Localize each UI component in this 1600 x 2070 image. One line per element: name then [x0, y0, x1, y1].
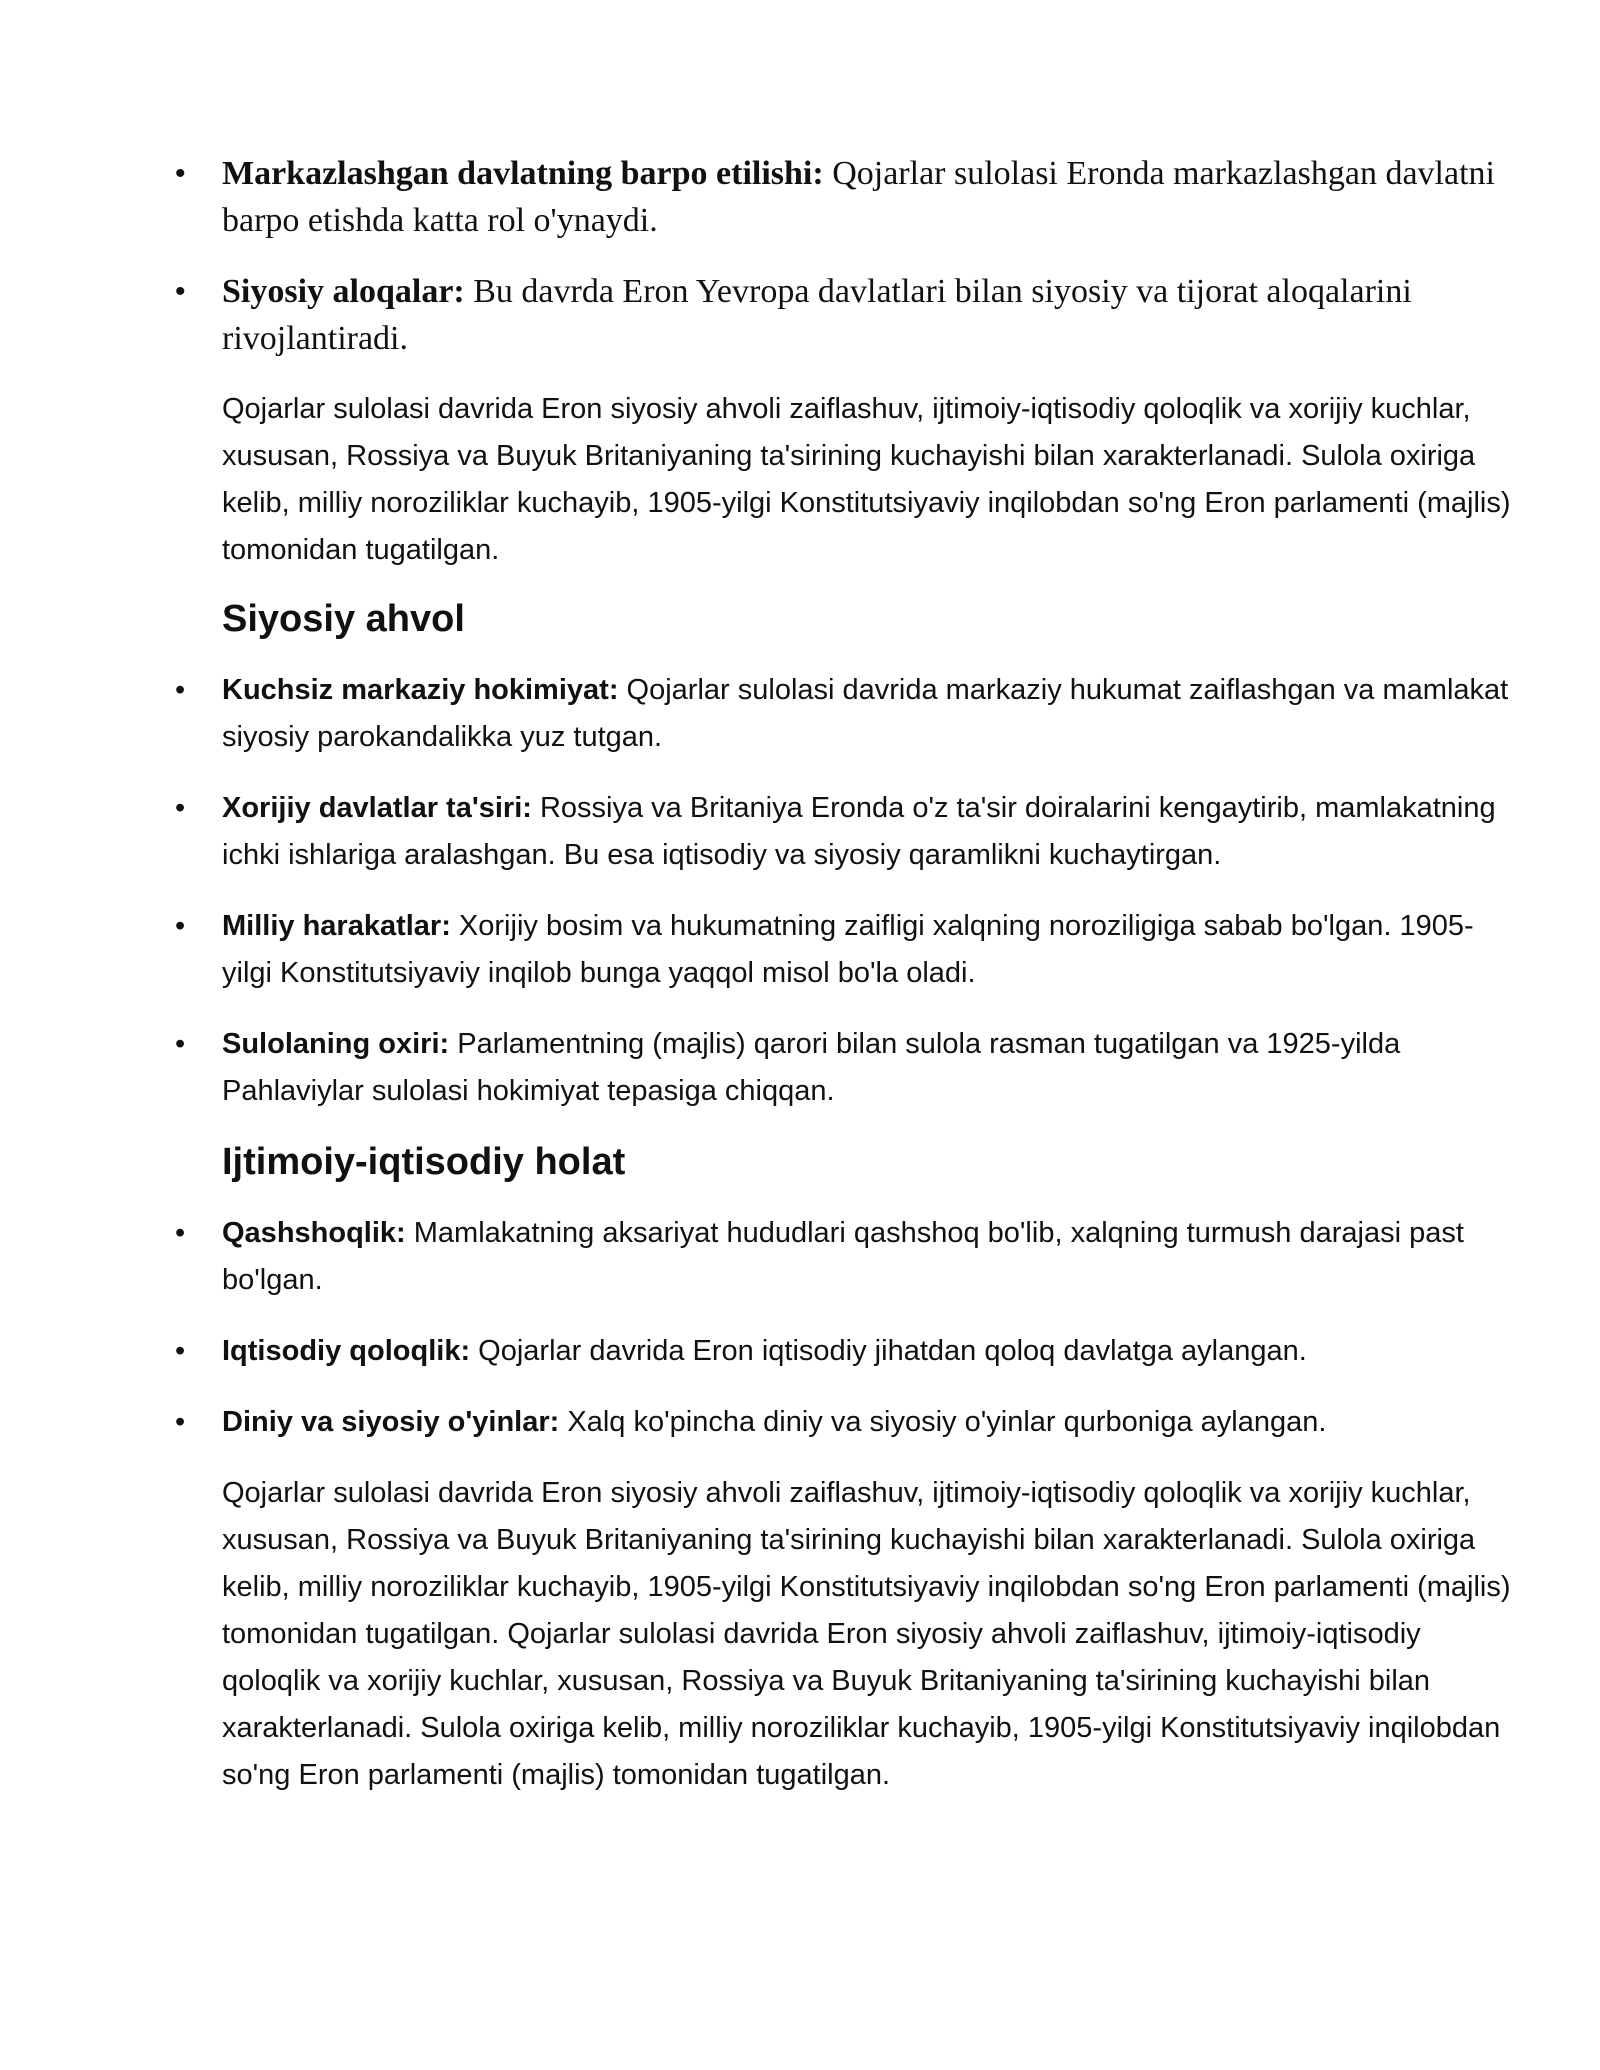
list-item	[175, 1210, 1522, 1304]
list-item	[175, 903, 1522, 997]
list-item-term: Xorijiy davlatlar ta'siri:	[222, 792, 532, 824]
list-item-term: Siyosiy aloqalar:	[222, 273, 465, 310]
bullet-icon: •	[175, 674, 186, 706]
list-item-term: Sulolaning oxiri:	[222, 1028, 450, 1060]
list-item	[175, 1328, 1522, 1375]
list-item	[175, 1399, 1522, 1446]
bullet-icon: •	[175, 792, 186, 824]
list-item-text: Qojarlar sulolasi Eronda markazlashgan davlatni barpo etishda katta rol o'ynaydi.	[222, 155, 1495, 239]
list-item	[175, 667, 1522, 761]
list-item-text: Rossiya va Britaniya Eronda o'z ta'sir doiralarini kengaytirib, mamlakatning ichki ishlariga aralashgan. Bu esa iqtisodiy va siyosiy qaramlikni kuchaytirgan.	[222, 792, 1496, 871]
list-item-term: Iqtisodiy qoloqlik:	[222, 1335, 471, 1367]
summary-paragraph: Qojarlar sulolasi davrida Eron siyosiy ahvoli zaiflashuv, ijtimoiy-iqtisodiy qoloqlik va xorijiy kuchlar, xususan, Rossiya va Buyuk Britaniyaning ta'sirining kuchayishi bilan xarakterlanadi. Sulola oxiriga kelib, milliy noroziliklar kuchayib, 1905-yilgi Konstitutsiyaviy inqilobdan so'ng Eron parlamenti (majlis) tomonidan tugatilgan.	[222, 393, 1511, 566]
list-item-text: Xorijiy bosim va hukumatning zaifligi xalqning noroziligiga sabab bo'lgan. 1905-yilgi Konstitutsiyaviy inqilob bunga yaqqol misol bo'la oladi.	[222, 910, 1474, 989]
political-bullet-list	[175, 667, 1522, 1115]
list-item-text: Mamlakatning aksariyat hududlari qashshoq bo'lib, xalqning turmush darajasi past bo'lgan.	[222, 1217, 1464, 1296]
list-item-text: Qojarlar davrida Eron iqtisodiy jihatdan qoloq davlatga aylangan.	[470, 1335, 1307, 1367]
bullet-icon: •	[175, 1028, 186, 1060]
list-item-term: Diniy va siyosiy o'yinlar:	[222, 1406, 560, 1438]
list-item-text: Xalq ko'pincha diniy va siyosiy o'yinlar qurboniga aylangan.	[559, 1406, 1327, 1438]
socioeconomic-bullet-list	[175, 1210, 1522, 1446]
section-heading-political: Siyosiy ahvol	[222, 598, 465, 640]
bullet-icon: •	[175, 157, 186, 190]
bullet-icon: •	[175, 910, 186, 942]
bullet-icon: •	[175, 1335, 186, 1367]
list-item-term: Markazlashgan davlatning barpo etilishi:	[222, 155, 824, 192]
section-heading-socioeconomic: Ijtimoiy-iqtisodiy holat	[222, 1141, 626, 1183]
list-item-text: Qojarlar sulolasi davrida markaziy hukumat zaiflashgan va mamlakat siyosiy parokandalikka yuz tutgan.	[222, 674, 1509, 753]
list-item-text: Bu davrda Eron Yevropa davlatlari bilan siyosiy va tijorat aloqalarini rivojlantiradi.	[222, 273, 1412, 357]
list-item-term: Kuchsiz markaziy hokimiyat:	[222, 674, 619, 706]
list-item	[175, 785, 1522, 879]
document-content	[175, 150, 1522, 1821]
closing-paragraph: Qojarlar sulolasi davrida Eron siyosiy ahvoli zaiflashuv, ijtimoiy-iqtisodiy qoloqlik va xorijiy kuchlar, xususan, Rossiya va Buyuk Britaniyaning ta'sirining kuchayishi bilan xarakterlanadi. Sulola oxiriga kelib, milliy noroziliklar kuchayib, 1905-yilgi Konstitutsiyaviy inqilobdan so'ng Eron parlamenti (majlis) tomonidan tugatilgan. Qojarlar sulolasi davrida Eron siyosiy ahvoli zaiflashuv, ijtimoiy-iqtisodiy qoloqlik va xorijiy kuchlar, xususan, Rossiya va Buyuk Britaniyaning ta'sirining kuchayishi bilan xarakterlanadi. Sulola oxiriga kelib, milliy noroziliklar kuchayib, 1905-yilgi Konstitutsiyaviy inqilobdan so'ng Eron parlamenti (majlis) tomonidan tugatilgan.	[222, 1477, 1511, 1791]
bullet-icon: •	[175, 1406, 186, 1438]
list-item-text: Parlamentning (majlis) qarori bilan sulola rasman tugatilgan va 1925-yilda Pahlaviylar sulolasi hokimiyat tepasiga chiqqan.	[222, 1028, 1401, 1107]
list-item-term: Qashshoqlik:	[222, 1217, 406, 1249]
intro-bullet-list	[175, 150, 1522, 362]
list-item	[175, 150, 1522, 244]
list-item	[175, 268, 1522, 362]
list-item-term: Milliy harakatlar:	[222, 910, 451, 942]
bullet-icon: •	[175, 275, 186, 308]
bullet-icon: •	[175, 1217, 186, 1249]
list-item	[175, 1021, 1522, 1115]
